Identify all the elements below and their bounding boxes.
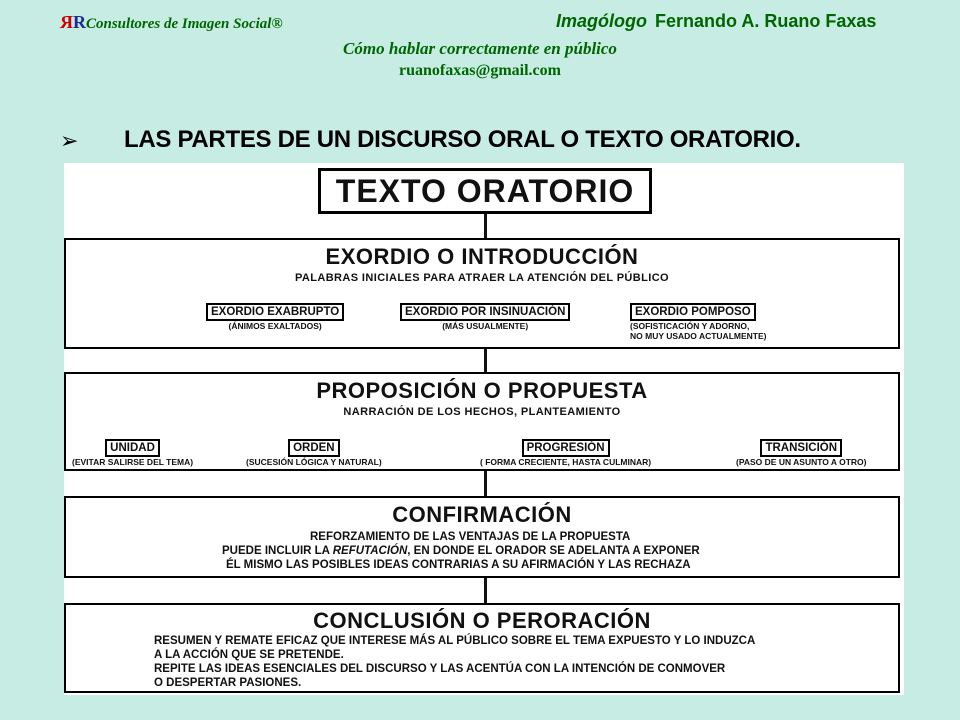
- section-title: CONCLUSIÓN O PERORACIÓN: [313, 608, 651, 633]
- sub-item-note: ( FORMA CRECIENTE, HASTA CULMINAR): [480, 457, 652, 467]
- author-role: Imagólogo: [556, 11, 647, 31]
- sub-item-label: PROGRESIÓN: [522, 439, 610, 457]
- sub-item-note: (MÁS USUALMENTE): [442, 321, 529, 331]
- connector-line: [484, 470, 487, 496]
- sub-item-note: (SOFISTICACIÓN Y ADORNO,: [630, 321, 750, 331]
- section-subtitle: PALABRAS INICIALES PARA ATRAER LA ATENCIÓN DEL PÚBLICO: [294, 272, 669, 284]
- sub-item-label: UNIDAD: [105, 439, 160, 457]
- sub-item: [480, 438, 651, 467]
- connector-line: [484, 211, 487, 239]
- logo-letter: R: [73, 12, 86, 32]
- sub-item-label: TRANSICIÓN: [760, 439, 842, 457]
- slide-title: LAS PARTES DE UN DISCURSO ORAL O TEXTO ORATORIO.: [124, 126, 801, 153]
- section-conclusion: [64, 603, 900, 693]
- section-text-line: ÉL MISMO LAS POSIBLES IDEAS CONTRARIAS A SU AFIRMACIÓN Y LAS RECHAZA: [226, 559, 691, 571]
- section-exordio: [64, 238, 900, 349]
- section-proposicion: [64, 372, 900, 471]
- sub-item-note: (SUCESIÓN LÓGICA Y NATURAL): [246, 457, 382, 467]
- sub-item-note: (ÁNIMOS EXALTADOS): [228, 321, 322, 331]
- section-title: EXORDIO O INTRODUCCIÓN: [325, 244, 639, 269]
- sub-item: [246, 438, 382, 467]
- section-text-line: RESUMEN Y REMATE EFICAZ QUE INTERESE MÁS AL PÚBLICO SOBRE EL TEMA EXPUESTO Y LO INDUZCA: [154, 635, 756, 647]
- connector-line: [484, 577, 487, 603]
- bullet-arrow-icon: ➢: [60, 128, 79, 153]
- sub-item-label: ORDEN: [288, 439, 340, 457]
- section-text-line: O DESPERTAR PASIONES.: [154, 677, 302, 689]
- logo-letter-reversed: R: [60, 12, 73, 32]
- sub-item: [400, 302, 570, 331]
- author-name: Fernando A. Ruano Faxas: [655, 11, 877, 31]
- section-text-line: REPITE LAS IDEAS ESENCIALES DEL DISCURSO Y LAS ACENTÚA CON LA INTENCIÓN DE CONMOVER: [154, 663, 726, 675]
- text-segment: PUEDE INCLUIR LA: [222, 545, 333, 557]
- contact-email: ruanofaxas@gmail.com: [399, 62, 561, 79]
- sub-item-label: EXORDIO EXABRUPTO: [206, 303, 344, 321]
- discourse-diagram: [64, 163, 904, 695]
- sub-item: [206, 302, 344, 331]
- refutacion-emphasis: REFUTACIÓN: [332, 545, 408, 557]
- sub-item-note: (EVITAR SALIRSE DEL TEMA): [72, 457, 194, 467]
- brand-logo: [60, 12, 283, 33]
- section-subtitle: NARRACIÓN DE LOS HECHOS, PLANTEAMIENTO: [343, 406, 621, 418]
- sub-item-note: (PASO DE UN ASUNTO A OTRO): [736, 457, 867, 467]
- section-text-line: A LA ACCIÓN QUE SE PRETENDE.: [154, 649, 344, 661]
- sub-item-note: NO MUY USADO ACTUALMENTE): [630, 331, 767, 341]
- connector-line: [484, 348, 487, 372]
- sub-item-label: EXORDIO POMPOSO: [630, 303, 756, 321]
- text-segment: , EN DONDE EL ORADOR SE ADELANTA A EXPONER: [407, 545, 700, 557]
- brand-name: Consultores de Imagen Social®: [86, 16, 283, 32]
- sub-item-label: EXORDIO POR INSINUACIÓN: [400, 303, 570, 321]
- section-title: CONFIRMACIÓN: [392, 502, 572, 527]
- course-title: Cómo hablar correctamente en público: [343, 39, 617, 58]
- root-node: TEXTO ORATORIO: [318, 168, 652, 214]
- author-line: [556, 11, 876, 32]
- sub-item: [72, 438, 193, 467]
- section-confirmacion: [64, 496, 900, 578]
- sub-item: [736, 438, 867, 467]
- section-text-line: REFORZAMIENTO DE LAS VENTAJAS DE LA PROPUESTA: [310, 531, 631, 543]
- section-text-line: [222, 545, 700, 557]
- sub-item: [630, 302, 766, 341]
- section-title: PROPOSICIÓN O PROPUESTA: [316, 378, 648, 403]
